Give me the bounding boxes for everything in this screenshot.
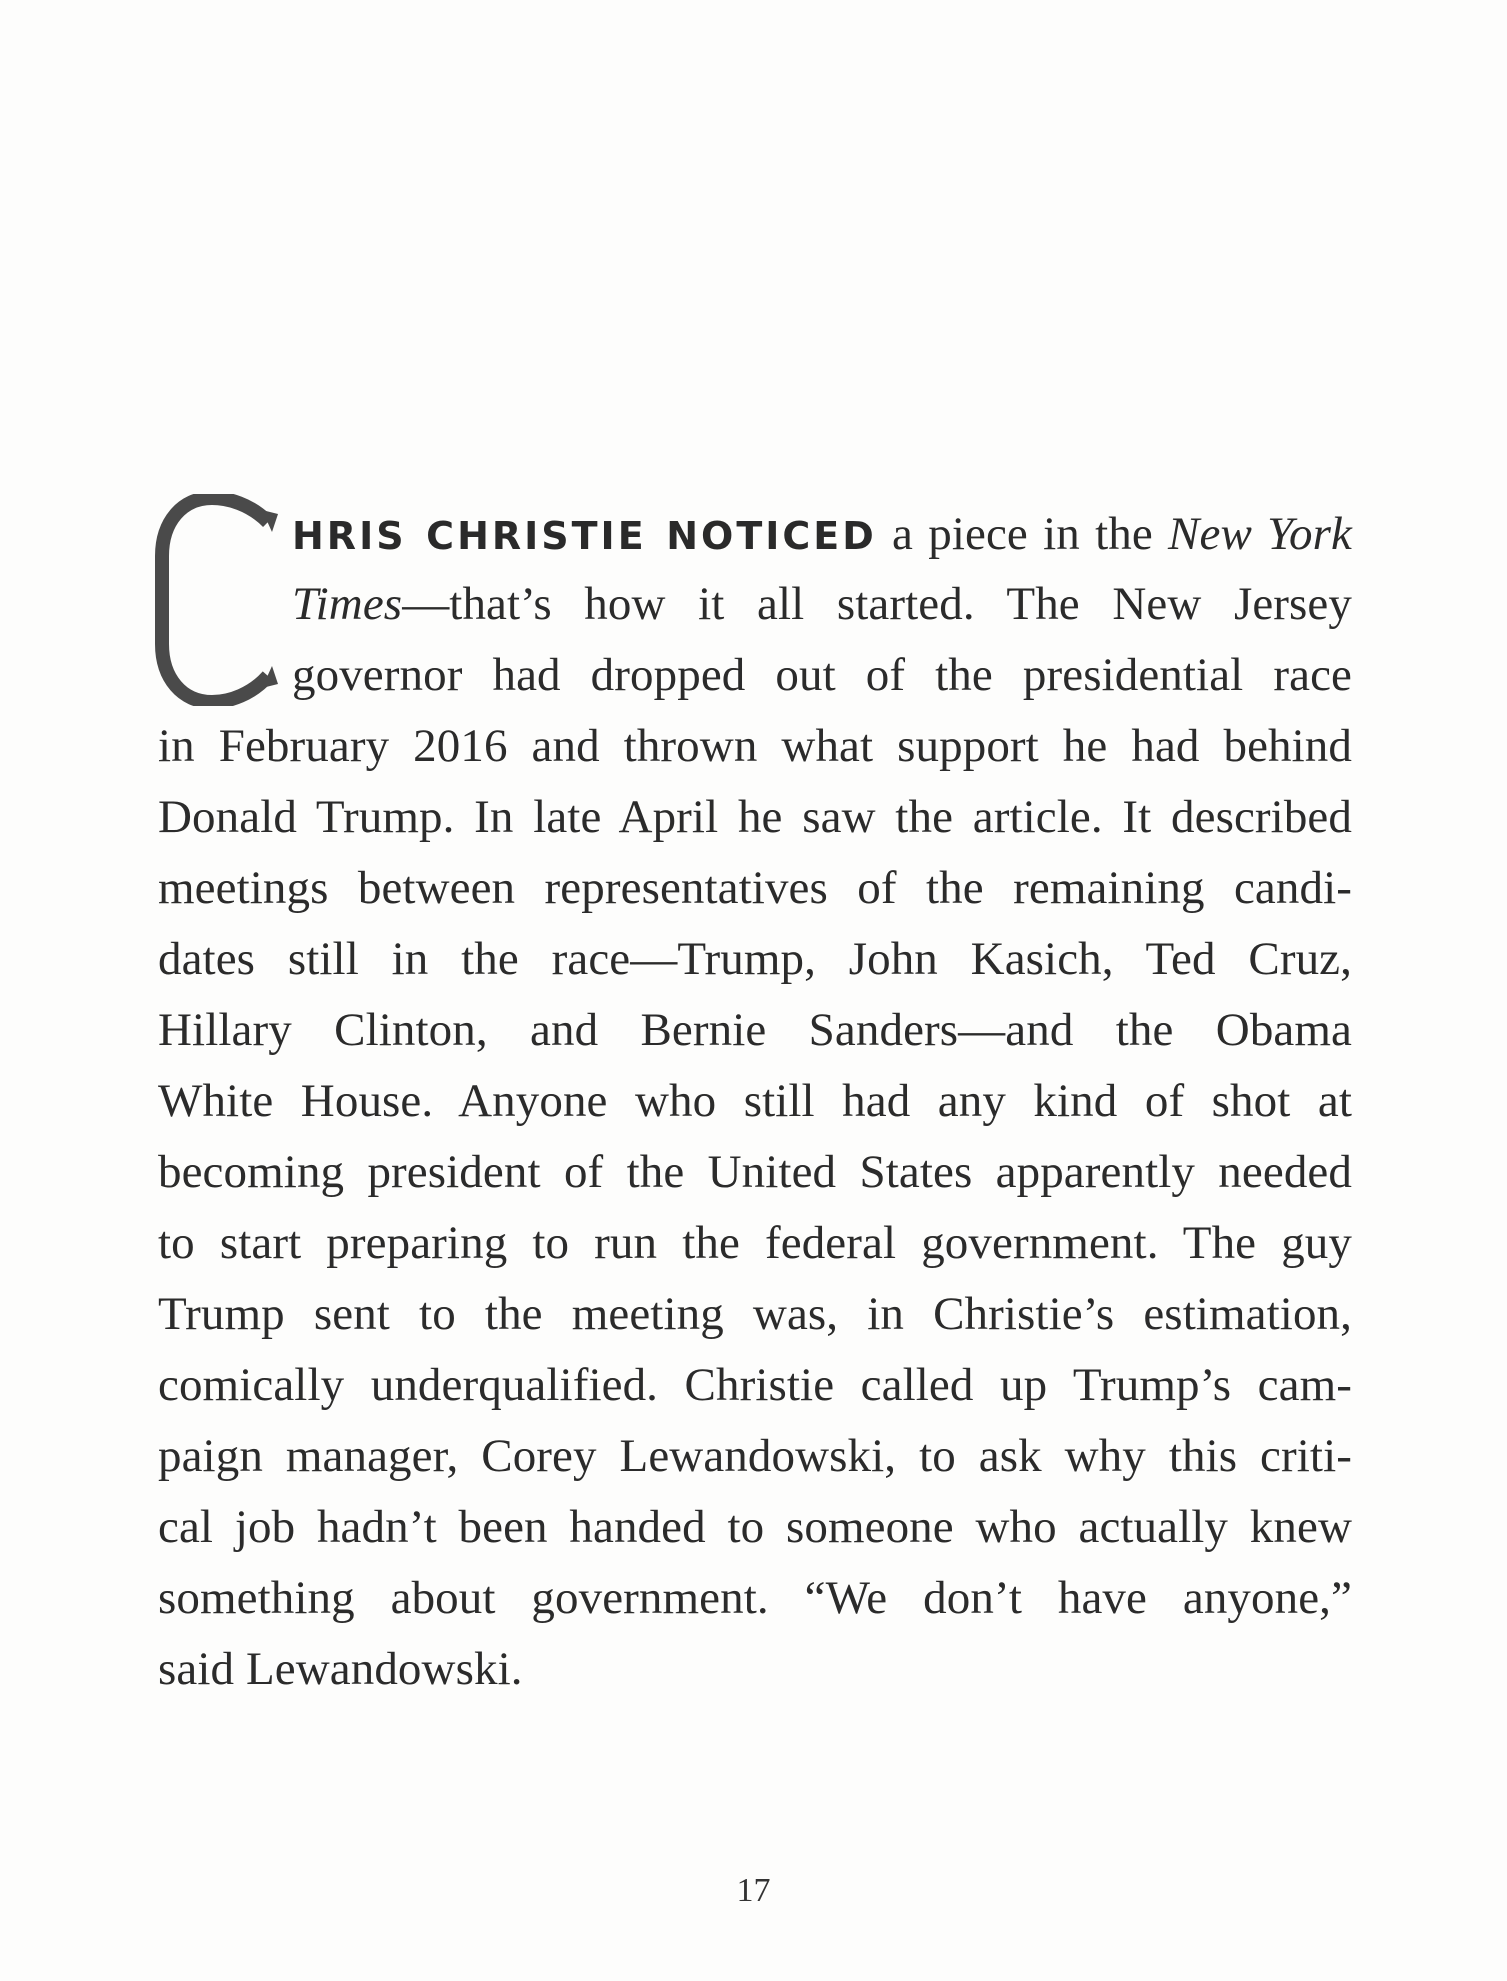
line-4-text: in February 2016 and thrown what support he had behind	[158, 720, 1352, 772]
text-line-1	[292, 504, 1352, 564]
line-10-text: becoming president of the United States apparently needed	[158, 1146, 1352, 1198]
lead-in-text: HRIS CHRISTIE NOTICED	[292, 514, 877, 558]
text-line-9	[158, 1071, 1352, 1131]
line-15-text: cal job hadn’t been handed to someone who actually knew	[158, 1501, 1352, 1553]
text-line-10	[158, 1142, 1352, 1202]
text-line-16	[158, 1568, 1352, 1628]
text-line-13	[158, 1355, 1352, 1415]
text-line-6	[158, 858, 1352, 918]
line-2-part-1: Times	[292, 578, 403, 630]
text-line-12	[158, 1284, 1352, 1344]
text-line-2	[292, 574, 1352, 634]
line-5-text: Donald Trump. In late April he saw the article. It described	[158, 791, 1352, 843]
line-13-text: comically underqualified. Christie called up Trump’s cam-	[158, 1359, 1352, 1411]
drop-cap-letter-c	[150, 494, 280, 706]
line-12-text: Trump sent to the meeting was, in Christie’s estimation,	[158, 1288, 1352, 1340]
line-8-text: Hillary Clinton, and Bernie Sanders—and the Obama	[158, 1004, 1352, 1056]
line-1-part-1: a piece in the	[876, 508, 1169, 560]
line-17-text: said Lewandowski.	[158, 1643, 523, 1695]
text-line-11	[158, 1213, 1352, 1273]
line-11-text: to start preparing to run the federal government. The guy	[158, 1217, 1352, 1269]
text-line-4	[158, 716, 1352, 776]
text-line-3	[292, 645, 1352, 705]
line-16-text: something about government. “We don’t have anyone,”	[158, 1572, 1352, 1624]
text-line-8	[158, 1000, 1352, 1060]
text-line-14	[158, 1426, 1352, 1486]
line-7-text: dates still in the race—Trump, John Kasich, Ted Cruz,	[158, 933, 1352, 985]
line-1-part-2: New York	[1168, 508, 1352, 560]
line-9-text: White House. Anyone who still had any kind of shot at	[158, 1075, 1352, 1127]
text-line-7	[158, 929, 1352, 989]
text-line-5	[158, 787, 1352, 847]
line-2-part-2: —that’s how it all started. The New Jersey	[402, 578, 1352, 630]
line-14-text: paign manager, Corey Lewandowski, to ask why this criti-	[158, 1430, 1352, 1482]
line-3-text: governor had dropped out of the presidential race	[292, 649, 1352, 701]
text-line-15	[158, 1497, 1352, 1557]
page-number: 17	[736, 1872, 771, 1909]
line-6-text: meetings between representatives of the remaining candi-	[158, 862, 1352, 914]
text-line-17	[158, 1639, 1352, 1699]
